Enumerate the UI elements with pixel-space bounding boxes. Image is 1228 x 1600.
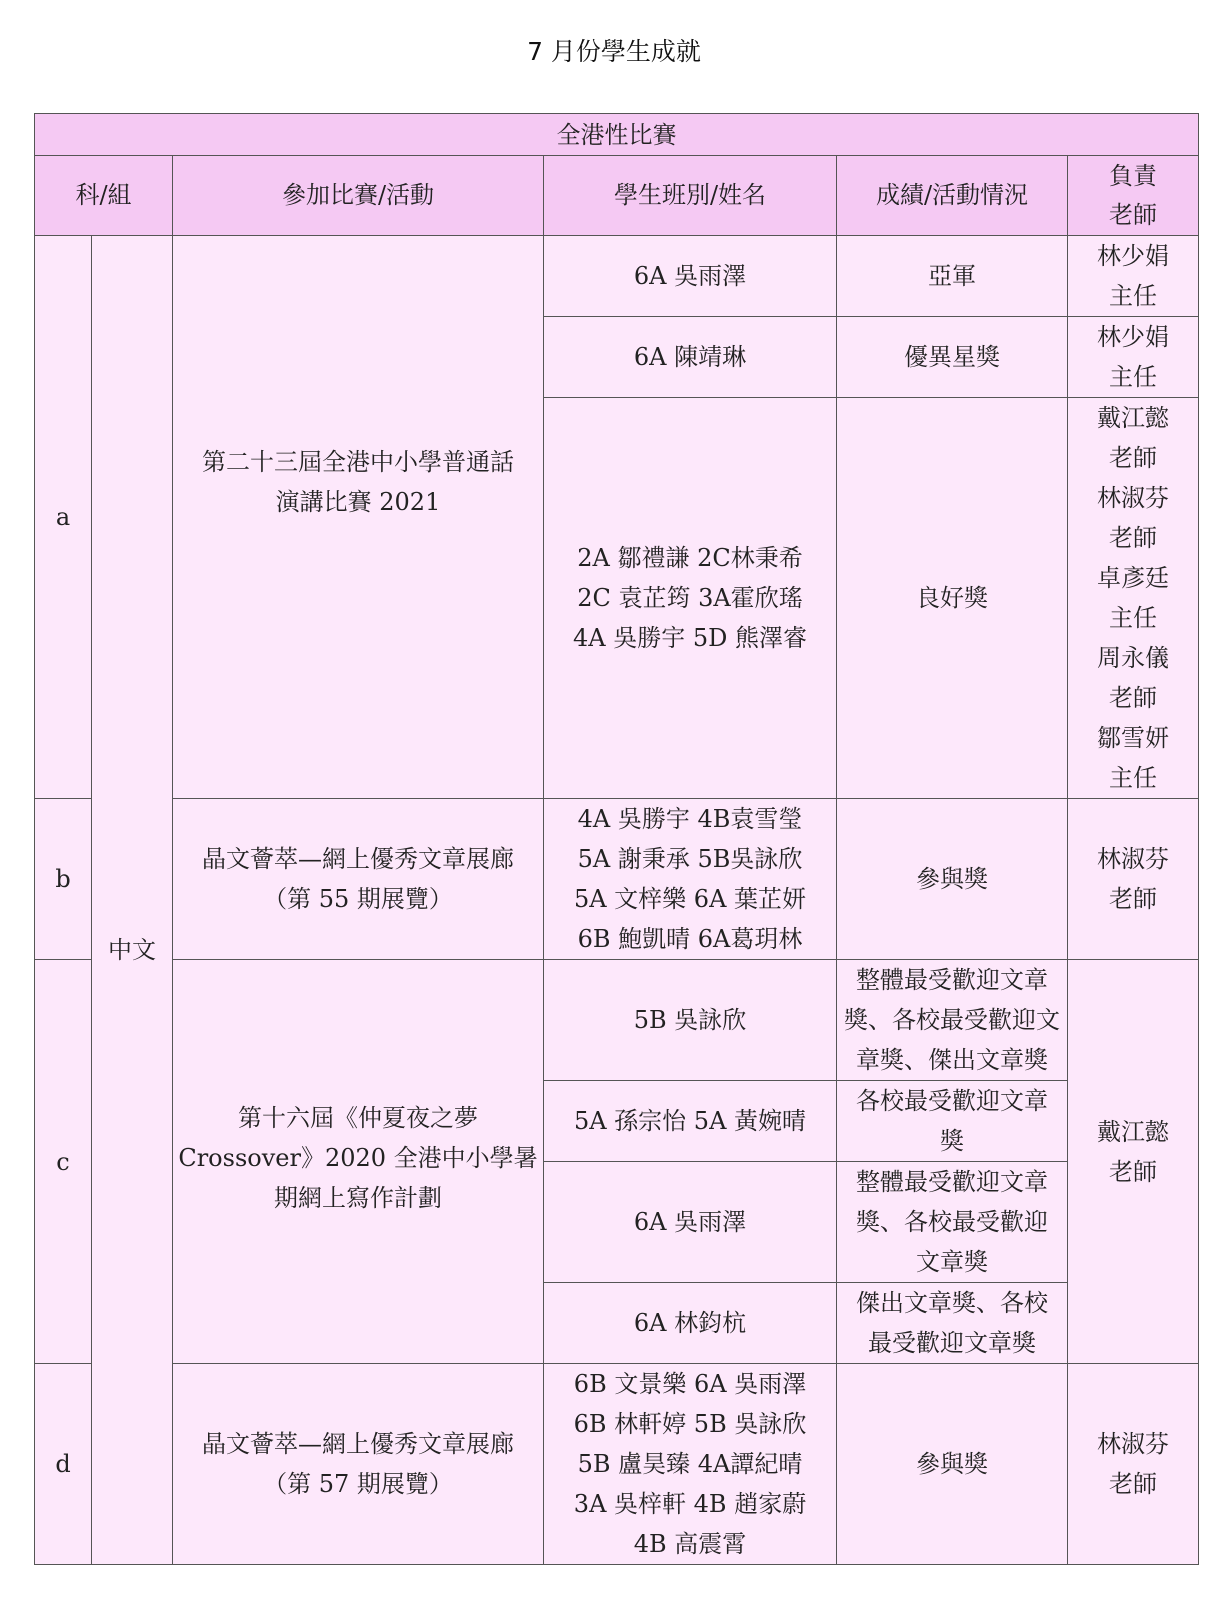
result-cell: 良好獎 — [837, 398, 1068, 799]
row-index: b — [35, 799, 92, 960]
row-index: d — [35, 1364, 92, 1565]
student-cell: 6A 吳雨澤 — [544, 236, 837, 317]
result-cell: 亞軍 — [837, 236, 1068, 317]
student-cell: 6A 林鈞杭 — [544, 1283, 837, 1364]
activity-cell: 第二十三屆全港中小學普通話 演講比賽 2021 — [173, 236, 544, 799]
result-cell: 傑出文章獎、各校 最受歡迎文章獎 — [837, 1283, 1068, 1364]
student-cell: 6B 文景樂 6A 吳雨澤 6B 林軒婷 5B 吳詠欣 5B 盧昊臻 4A譚紀晴 3A 吳梓軒 4B 趙家蔚 4B 高震霄 — [544, 1364, 837, 1565]
banner-row — [35, 114, 1199, 156]
achievements-table — [34, 113, 1199, 1565]
header-subject: 科/組 — [35, 156, 173, 236]
header-activity: 參加比賽/活動 — [173, 156, 544, 236]
activity-cell: 晶文薈萃—網上優秀文章展廊 （第 55 期展覽） — [173, 799, 544, 960]
result-cell: 參與獎 — [837, 1364, 1068, 1565]
student-cell: 5A 孫宗怡 5A 黃婉晴 — [544, 1081, 837, 1162]
result-cell: 參與獎 — [837, 799, 1068, 960]
teacher-cell: 林少娟 主任 — [1068, 317, 1199, 398]
student-cell: 2A 鄒禮謙 2C林秉希 2C 袁芷筠 3A霍欣瑤 4A 吳勝宇 5D 熊澤睿 — [544, 398, 837, 799]
result-cell: 優異星獎 — [837, 317, 1068, 398]
row-index: a — [35, 236, 92, 799]
header-student: 學生班別/姓名 — [544, 156, 837, 236]
table-row — [35, 1364, 1199, 1565]
student-cell: 6A 陳靖琳 — [544, 317, 837, 398]
result-cell: 整體最受歡迎文章 獎、各校最受歡迎 文章獎 — [837, 1162, 1068, 1283]
table-banner: 全港性比賽 — [35, 114, 1199, 156]
teacher-cell: 林淑芬 老師 — [1068, 1364, 1199, 1565]
row-index: c — [35, 960, 92, 1364]
student-cell: 4A 吳勝宇 4B袁雪瑩 5A 謝秉承 5B吳詠欣 5A 文梓樂 6A 葉芷妍 6B 鮑凱晴 6A葛玥林 — [544, 799, 837, 960]
teacher-cell: 林少娟 主任 — [1068, 236, 1199, 317]
activity-cell: 晶文薈萃—網上優秀文章展廊 （第 57 期展覽） — [173, 1364, 544, 1565]
result-cell: 各校最受歡迎文章 獎 — [837, 1081, 1068, 1162]
teacher-cell: 林淑芬 老師 — [1068, 799, 1199, 960]
page-title: 7 月份學生成就 — [527, 37, 701, 66]
student-cell: 6A 吳雨澤 — [544, 1162, 837, 1283]
teacher-cell: 戴江懿 老師 — [1068, 960, 1199, 1364]
table-row — [35, 960, 1199, 1081]
table-row — [35, 236, 1199, 317]
header-teacher: 負責 老師 — [1068, 156, 1199, 236]
result-cell: 整體最受歡迎文章 獎、各校最受歡迎文 章獎、傑出文章獎 — [837, 960, 1068, 1081]
student-cell: 5B 吳詠欣 — [544, 960, 837, 1081]
header-row — [35, 156, 1199, 236]
header-result: 成績/活動情況 — [837, 156, 1068, 236]
table-row — [35, 799, 1199, 960]
teacher-cell: 戴江懿 老師 林淑芬 老師 卓彥廷 主任 周永儀 老師 鄒雪妍 主任 — [1068, 398, 1199, 799]
subject-cell: 中文 — [92, 236, 173, 1565]
activity-cell: 第十六屆《仲夏夜之夢 Crossover》2020 全港中小學暑 期網上寫作計劃 — [173, 960, 544, 1364]
